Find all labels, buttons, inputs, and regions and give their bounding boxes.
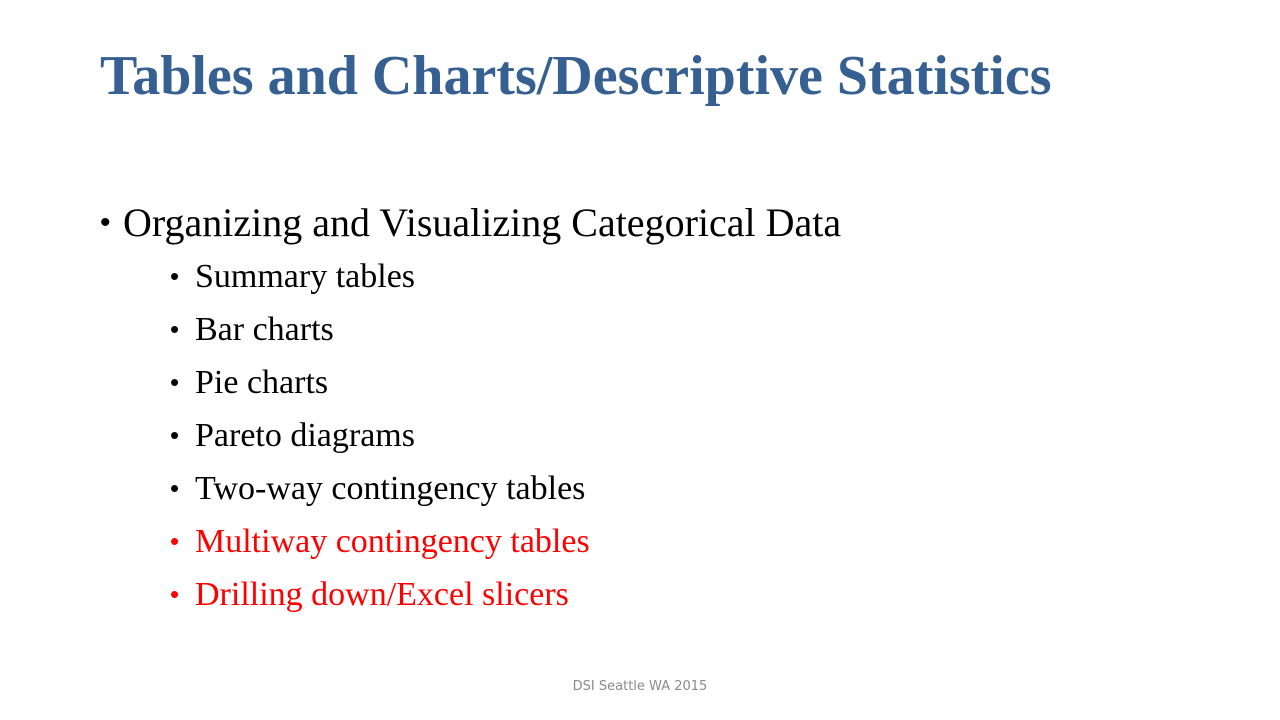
bullet-icon: • bbox=[100, 206, 111, 239]
sub-bullet-label: Multiway contingency tables bbox=[195, 523, 590, 560]
bullet-icon: • bbox=[170, 526, 180, 556]
sub-bullet-pareto-diagrams bbox=[123, 409, 1180, 462]
sub-bullet-label: Two-way contingency tables bbox=[195, 470, 586, 507]
sub-bullet-label: Bar charts bbox=[195, 311, 334, 348]
sub-bullet-two-way-tables bbox=[123, 462, 1180, 515]
sub-bullet-list bbox=[123, 250, 1180, 621]
sub-bullet-label: Summary tables bbox=[195, 258, 416, 295]
bullet-icon: • bbox=[170, 579, 180, 609]
bullet-list bbox=[100, 196, 1180, 621]
sub-bullet-drilling-down bbox=[123, 568, 1180, 621]
sub-bullet-label: Pie charts bbox=[195, 364, 329, 401]
sub-bullet-multiway-tables bbox=[123, 515, 1180, 568]
slide-title: Tables and Charts/Descriptive Statistics bbox=[100, 45, 1052, 107]
bullet-icon: • bbox=[170, 314, 180, 344]
slide-footer: DSI Seattle WA 2015 bbox=[572, 679, 708, 694]
sub-bullet-label: Drilling down/Excel slicers bbox=[195, 576, 569, 613]
sub-bullet-label: Pareto diagrams bbox=[195, 417, 415, 454]
bullet-label: Organizing and Visualizing Categorical Data bbox=[123, 200, 842, 245]
sub-bullet-summary-tables bbox=[123, 250, 1180, 303]
bullet-icon: • bbox=[170, 261, 180, 291]
bullet-item-level1 bbox=[100, 196, 1180, 621]
bullet-icon: • bbox=[170, 420, 180, 450]
sub-bullet-pie-charts bbox=[123, 356, 1180, 409]
bullet-icon: • bbox=[170, 367, 180, 397]
sub-bullet-bar-charts bbox=[123, 303, 1180, 356]
bullet-icon: • bbox=[170, 473, 180, 503]
